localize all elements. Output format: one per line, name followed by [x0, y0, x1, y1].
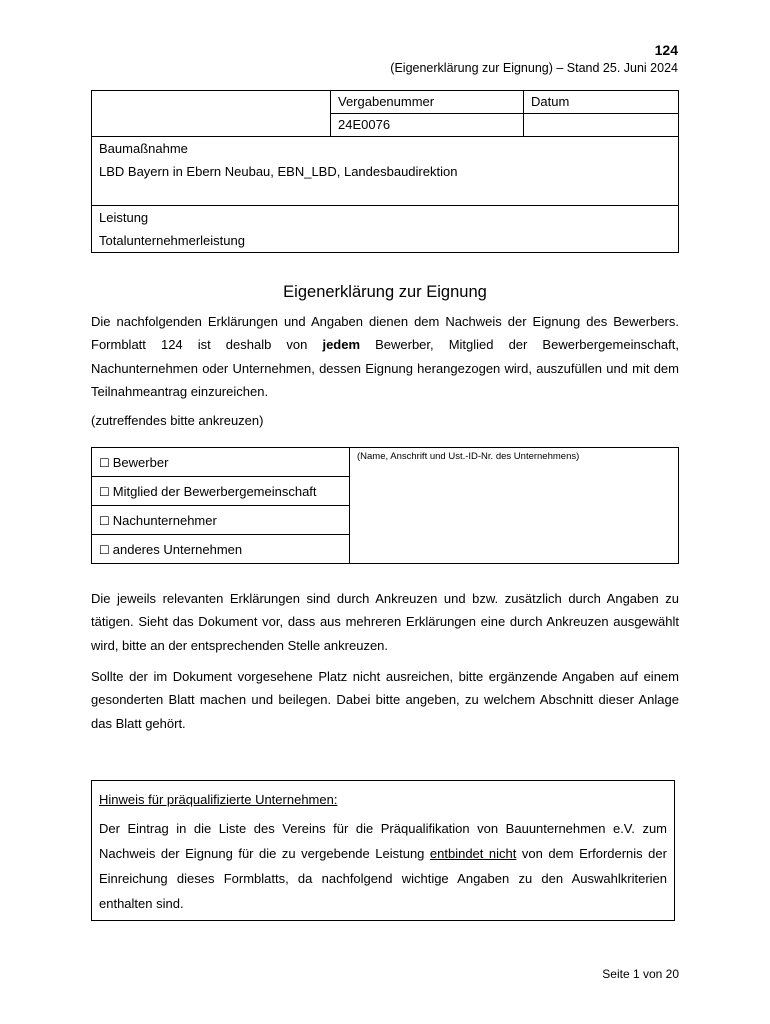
additional-info-paragraph: Sollte der im Dokument vorgesehene Platz nicht ausreichen, bitte ergänzende Angaben auf einem gesonderten Blatt machen und beilegen. Dabei bitte angeben, zu welchem Abschnitt dieser Anlage das Blatt gehört. [91, 669, 679, 731]
option-label: Nachunternehmer [112, 512, 217, 528]
intro-paragraph [91, 310, 679, 403]
document-title: Eigenerklärung zur Eignung [283, 283, 487, 301]
leistung-value: Totalunternehmerleistung [99, 233, 245, 248]
page-number: Seite 1 von 20 [602, 967, 679, 981]
leistung-label: Leistung [99, 210, 149, 225]
hint-emphasis: entbindet nicht [429, 846, 517, 861]
option-nachunternehmer[interactable] [92, 506, 350, 535]
baumassnahme-cell [92, 137, 679, 206]
option-label: anderes Unternehmen [112, 541, 243, 557]
instructions-paragraph: Die jeweils relevanten Erklärungen sind durch Ankreuzen und bzw. zusätzlich durch Angaben zu tätigen. Sieht das Dokument vor, dass aus mehreren Erklärungen eine durch Ankreuzen ausgewählt wird, bitte an der entsprechenden Stelle ankreuzen. [91, 591, 679, 653]
role-selection-table [91, 447, 679, 564]
form-number: 124 [654, 42, 678, 58]
intro-text-2: Bewerber, Mitglied der Bewerbergemeinschaft, Nachunternehmen oder Unternehmen, dessen Eignung herangezogen wird, auszufüllen und mit dem Teilnahmeantrag einzureichen. [91, 337, 679, 399]
check-note: (zutreffendes bitte ankreuzen) [91, 413, 264, 428]
company-address-field[interactable] [350, 448, 679, 564]
datum-field[interactable] [524, 114, 679, 137]
option-bewerber[interactable] [92, 448, 350, 477]
option-label: Mitglied der Bewerbergemeinschaft [112, 483, 317, 499]
hint-text-1: Der Eintrag in die Liste des Vereins für die Präqualifikation von Bauunternehmen e.V. zum Nachweis der Eignung für die zu vergebende Leistung [99, 821, 667, 861]
datum-label: Datum [524, 91, 679, 114]
intro-emphasis: jedem [322, 337, 361, 353]
hint-text [92, 812, 674, 916]
hint-text-2: von dem Erfordernis der Einreichung dieses Formblatts, da nachfolgend wichtige Angaben zu den Auswahlkriterien enthalten sind. [99, 846, 667, 911]
intro-text-1: Die nachfolgenden Erklärungen und Angaben dienen dem Nachweis der Eignung des Bewerbers. Formblatt 124 ist deshalb von [91, 314, 679, 353]
address-label: (Name, Anschrift und Ust.-ID-Nr. des Unternehmens) [357, 451, 580, 462]
prequalification-hint-box [91, 780, 675, 921]
form-subtitle: (Eigenerklärung zur Eignung) – Stand 25. Juni 2024 [390, 61, 678, 75]
baumassnahme-value: LBD Bayern in Ebern Neubau, EBN_LBD, Landesbaudirektion [99, 164, 458, 179]
empty-cell [92, 91, 331, 137]
vergabenummer-field[interactable]: 24E0076 [331, 114, 524, 137]
leistung-cell [92, 206, 679, 253]
option-anderes-unternehmen[interactable] [92, 535, 350, 564]
checkbox-icon[interactable]: ☐ [99, 455, 110, 470]
checkbox-icon[interactable]: ☐ [99, 542, 110, 557]
checkbox-icon[interactable]: ☐ [99, 484, 110, 499]
option-mitglied[interactable] [92, 477, 350, 506]
hint-title: Hinweis für präqualifizierte Unternehmen: [99, 792, 338, 807]
checkbox-icon[interactable]: ☐ [99, 513, 110, 528]
vergabenummer-label: Vergabenummer [331, 91, 524, 114]
baumassnahme-label: Baumaßnahme [99, 141, 188, 156]
option-label: Bewerber [112, 454, 169, 470]
info-table [91, 90, 679, 253]
